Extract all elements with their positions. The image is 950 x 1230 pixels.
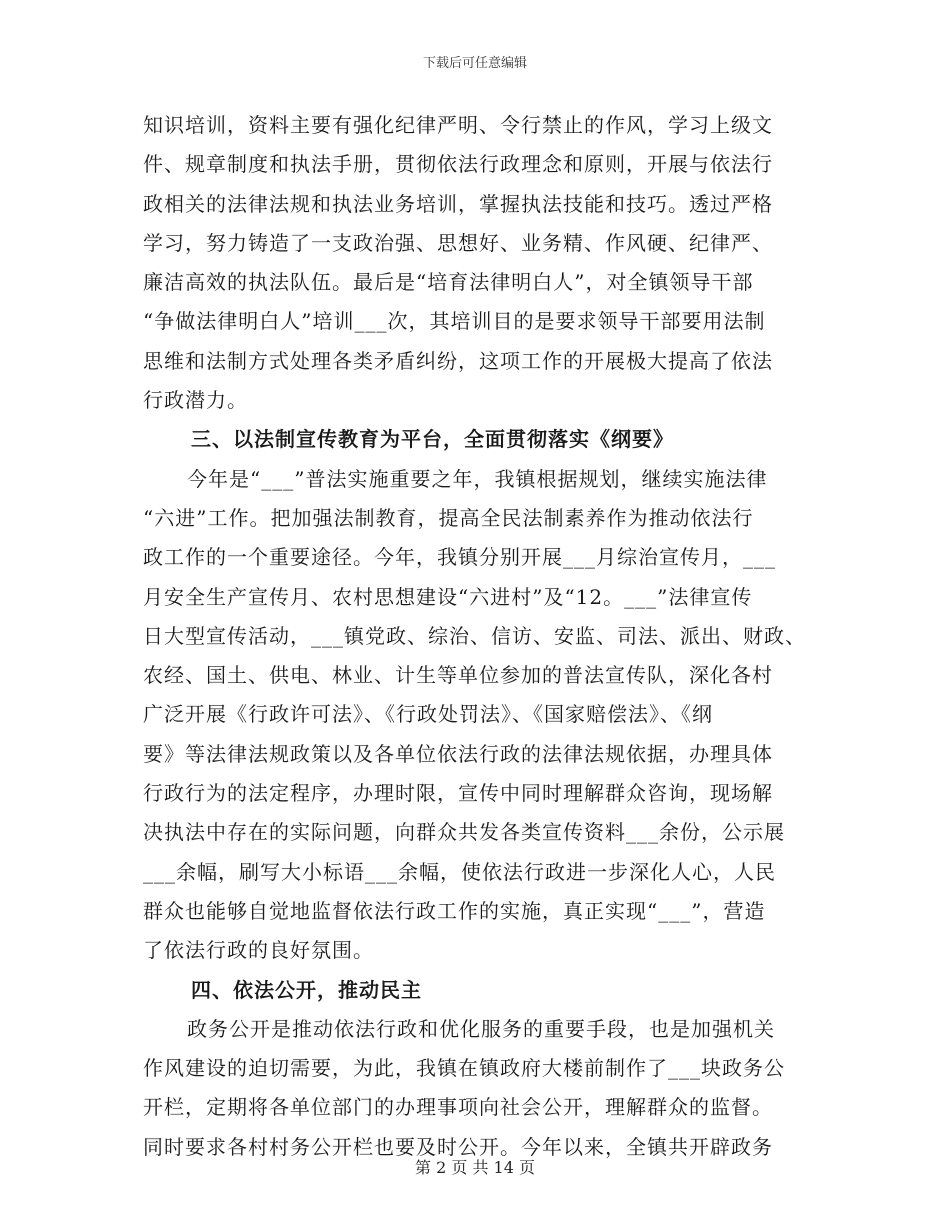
text-line: 开栏，定期将各单位部门的办理事项向社会公开，理解群众的监督。 bbox=[143, 1095, 773, 1120]
text-line: 行政行为的法定程序，办理时限，宣传中同时理解群众咨询，现场解 bbox=[143, 781, 773, 806]
text-line: ___余幅，刷写大小标语___余幅，使依法行政进一步深化人心，人民 bbox=[143, 859, 776, 884]
text-line: 作风建设的迫切需要，为此，我镇在镇政府大楼前制作了___块政务公 bbox=[143, 1056, 785, 1081]
text-line: 群众也能够自觉地监督依法行政工作的实施，真正实现“___”，营造 bbox=[143, 898, 766, 923]
text-line: 政相关的法律法规和执法业务培训，掌握执法技能和技巧。透过严格 bbox=[143, 191, 773, 216]
paragraph-start: 今年是“___”普法实施重要之年，我镇根据规划，继续实施法律 bbox=[187, 466, 768, 491]
page-header-note: 下载后可任意编辑 bbox=[422, 56, 527, 71]
text-line: 学习，努力铸造了一支政治强、思想好、业务精、作风硬、纪律严、 bbox=[143, 230, 773, 255]
text-line: “争做法律明白人”培训___次，其培训目的是要求领导干部要用法制 bbox=[143, 309, 766, 334]
text-line: 知识培训，资料主要有强化纪律严明、令行禁止的作风，学习上级文 bbox=[143, 113, 773, 137]
text-line: 件、规章制度和执法手册，贯彻依法行政理念和原则，开展与依法行 bbox=[143, 152, 773, 177]
paragraph-start: 政务公开是推动依法行政和优化服务的重要手段，也是加强机关 bbox=[187, 1016, 775, 1041]
text-line: 广泛开展《行政许可法》、《行政处罚法》、《国家赔偿法》、《纲 bbox=[143, 702, 713, 727]
text-line: 了依法行政的良好氛围。 bbox=[143, 938, 374, 963]
text-line: 要》等法律法规政策以及各单位依法行政的法律法规依据，办理具体 bbox=[143, 741, 773, 766]
section-heading-3: 三、以法制宣传教育为平台，全面贯彻落实《纲要》 bbox=[191, 427, 674, 452]
text-line: 行政潜力。 bbox=[143, 388, 248, 413]
text-line: “六进”工作。把加强法制教育，提高全民法制素养作为推动依法行 bbox=[143, 505, 754, 530]
text-line: 同时要求各村村务公开栏也要及时公开。今年以来，全镇共开辟政务 bbox=[143, 1134, 773, 1159]
text-line: 政工作的一个重要途径。今年，我镇分别开展___月综治宣传月，___ bbox=[143, 545, 776, 570]
text-line: 月安全生产宣传月、农村思想建设“六进村”及“12。___”法律宣传 bbox=[143, 584, 753, 609]
text-line: 思维和法制方式处理各类矛盾纠纷，这项工作的开展极大提高了依法 bbox=[143, 348, 773, 373]
document-body bbox=[143, 106, 823, 1167]
page-number: 第 2 页 共 14 页 bbox=[415, 1158, 535, 1177]
text-line: 农经、国土、供电、林业、计生等单位参加的普法宣传队，深化各村 bbox=[143, 663, 773, 688]
text-line: 决执法中存在的实际问题，向群众共发各类宣传资料___余份，公示展 bbox=[143, 820, 785, 845]
section-heading-4: 四、依法公开，推动民主 bbox=[191, 977, 422, 1002]
text-line: 日大型宣传活动，___镇党政、综治、信访、安监、司法、派出、财政、 bbox=[143, 623, 806, 648]
text-line: 廉洁高效的执法队伍。最后是“培育法律明白人”，对全镇领导干部 bbox=[143, 270, 754, 295]
